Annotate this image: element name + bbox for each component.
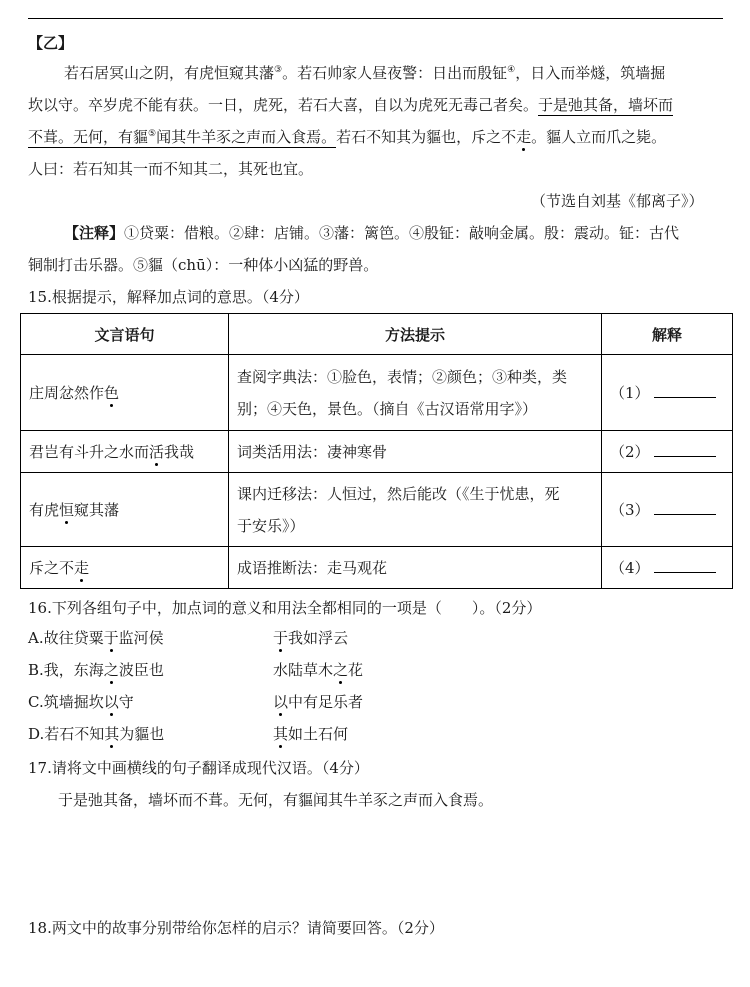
q16-option-c[interactable]: C.筑墙掘坎以守	[28, 693, 134, 711]
dotted-word: 以	[103, 693, 119, 711]
notes-text: ①贷粟：借粮。②肆：店铺。③藩：篱笆。④殷钲：敲响金属。殷：震动。钲：古代	[124, 224, 680, 242]
notes-line-2: 铜制打击乐器。⑤貙（chū）：一种体小凶猛的野兽。	[28, 256, 379, 274]
passage-text: 。貙人立而爪之毙。	[531, 128, 667, 146]
dotted-word: 于	[103, 629, 119, 647]
passage-line-2	[28, 94, 673, 116]
passage-text: 若石居冥山之阴，有虎恒窥其藩	[64, 64, 275, 82]
top-rule	[28, 18, 723, 19]
q17-prompt: 17.请将文中画横线的句子翻译成现代汉语。（4分）	[28, 759, 369, 777]
q16-option-d[interactable]: D.若石不知其为貙也	[28, 725, 165, 743]
method-cell: 词类活用法：凄神寒骨	[229, 431, 602, 473]
q16-prompt: 16.下列各组句子中，加点词的意义和用法全都相同的一项是（ ）。（2分）	[28, 599, 542, 617]
section-label: 【乙】	[28, 34, 74, 52]
passage-line-4: 人曰：若石知其一而不知其二，其死也宜。	[28, 160, 314, 178]
answer-blank[interactable]	[654, 558, 716, 573]
dotted-word: 走	[74, 559, 90, 577]
sentence-cell: 有虎恒窥其藩	[21, 473, 229, 547]
answer-cell[interactable]: （3）	[602, 473, 733, 547]
passage-line-1	[64, 62, 665, 84]
q15-prompt: 15.根据提示，解释加点词的意思。（4分）	[28, 288, 309, 306]
passage-line-3	[28, 126, 666, 148]
q18-answer-area[interactable]	[28, 945, 723, 983]
method-cell: 成语推断法：走马观花	[229, 547, 602, 589]
sentence-cell: 斥之不走	[21, 547, 229, 589]
dotted-word: 色	[104, 384, 120, 402]
col-header-sentence: 文言语句	[21, 314, 229, 355]
underlined-sentence: 于是弛其备，墙坏而	[538, 96, 674, 114]
notes-label: 【注释】	[64, 224, 125, 242]
dotted-word: 其	[104, 725, 120, 743]
dotted-word: 之	[333, 661, 349, 679]
q16-option-d-pair: 其如土石何	[273, 725, 349, 743]
sentence-cell: 君岂有斗升之水而活我哉	[21, 431, 229, 473]
note-ref: ⑤	[148, 129, 157, 139]
col-header-answer: 解释	[602, 314, 733, 355]
dotted-word: 走	[516, 128, 532, 146]
sentence-cell: 庄周忿然作色	[21, 355, 229, 431]
table-row	[21, 431, 733, 473]
note-ref: ④	[507, 65, 516, 75]
q16-option-a-pair: 于我如浮云	[273, 629, 349, 647]
answer-cell[interactable]: （2）	[602, 431, 733, 473]
passage-text: 。若石帅家人昼夜警：日出而殷钲	[282, 64, 508, 82]
answer-cell[interactable]: （4）	[602, 547, 733, 589]
answer-blank[interactable]	[654, 500, 716, 515]
table-header-row	[21, 314, 733, 355]
passage-text: ，日入而举燧，筑墙掘	[515, 64, 666, 82]
answer-blank[interactable]	[654, 442, 716, 457]
method-cell: 查阅字典法：①脸色，表情；②颜色；③种类，类 别；④天色，景色。（摘自《古汉语常用字》）	[229, 355, 602, 431]
dotted-word: 以	[273, 693, 289, 711]
method-cell: 课内迁移法：人恒过，然后能改（《生于忧患，死 于安乐》）	[229, 473, 602, 547]
q16-option-b[interactable]: B.我，东海之波臣也	[28, 661, 164, 679]
col-header-method: 方法提示	[229, 314, 602, 355]
underlined-sentence: 不葺。无何，有貙⑤闻其牛羊豕之声而入食焉。	[28, 128, 337, 146]
table-row	[21, 547, 733, 589]
passage-text: 坎以守。卒岁虎不能有获。一日，虎死，若石大喜，自以为虎死无毒己者矣。	[28, 96, 539, 114]
answer-blank[interactable]	[654, 383, 716, 398]
q17-sentence: 于是弛其备，墙坏而不葺。无何，有貙闻其牛羊豕之声而入食焉。	[58, 791, 494, 809]
dotted-word: 恒	[59, 501, 75, 519]
passage-text: 若石不知其为貙也，斥之不	[336, 128, 517, 146]
source-citation: （节选自刘基《郁离子》）	[531, 192, 704, 210]
q17-answer-area[interactable]	[28, 820, 723, 910]
dotted-word: 于	[273, 629, 289, 647]
q16-option-b-pair: 水陆草木之花	[273, 661, 364, 679]
dotted-word: 活	[149, 443, 165, 461]
table-row	[21, 355, 733, 431]
q16-option-a[interactable]: A.故往贷粟于监河侯	[28, 629, 164, 647]
table-row	[21, 473, 733, 547]
dotted-word: 其	[273, 725, 289, 743]
q18-prompt: 18.两文中的故事分别带给你怎样的启示？请简要回答。（2分）	[28, 919, 444, 937]
q15-table	[20, 313, 733, 589]
answer-cell[interactable]: （1）	[602, 355, 733, 431]
dotted-word: 之	[103, 661, 119, 679]
note-ref: ③	[274, 65, 283, 75]
q16-option-c-pair: 以中有足乐者	[273, 693, 364, 711]
notes-line-1	[64, 222, 679, 244]
